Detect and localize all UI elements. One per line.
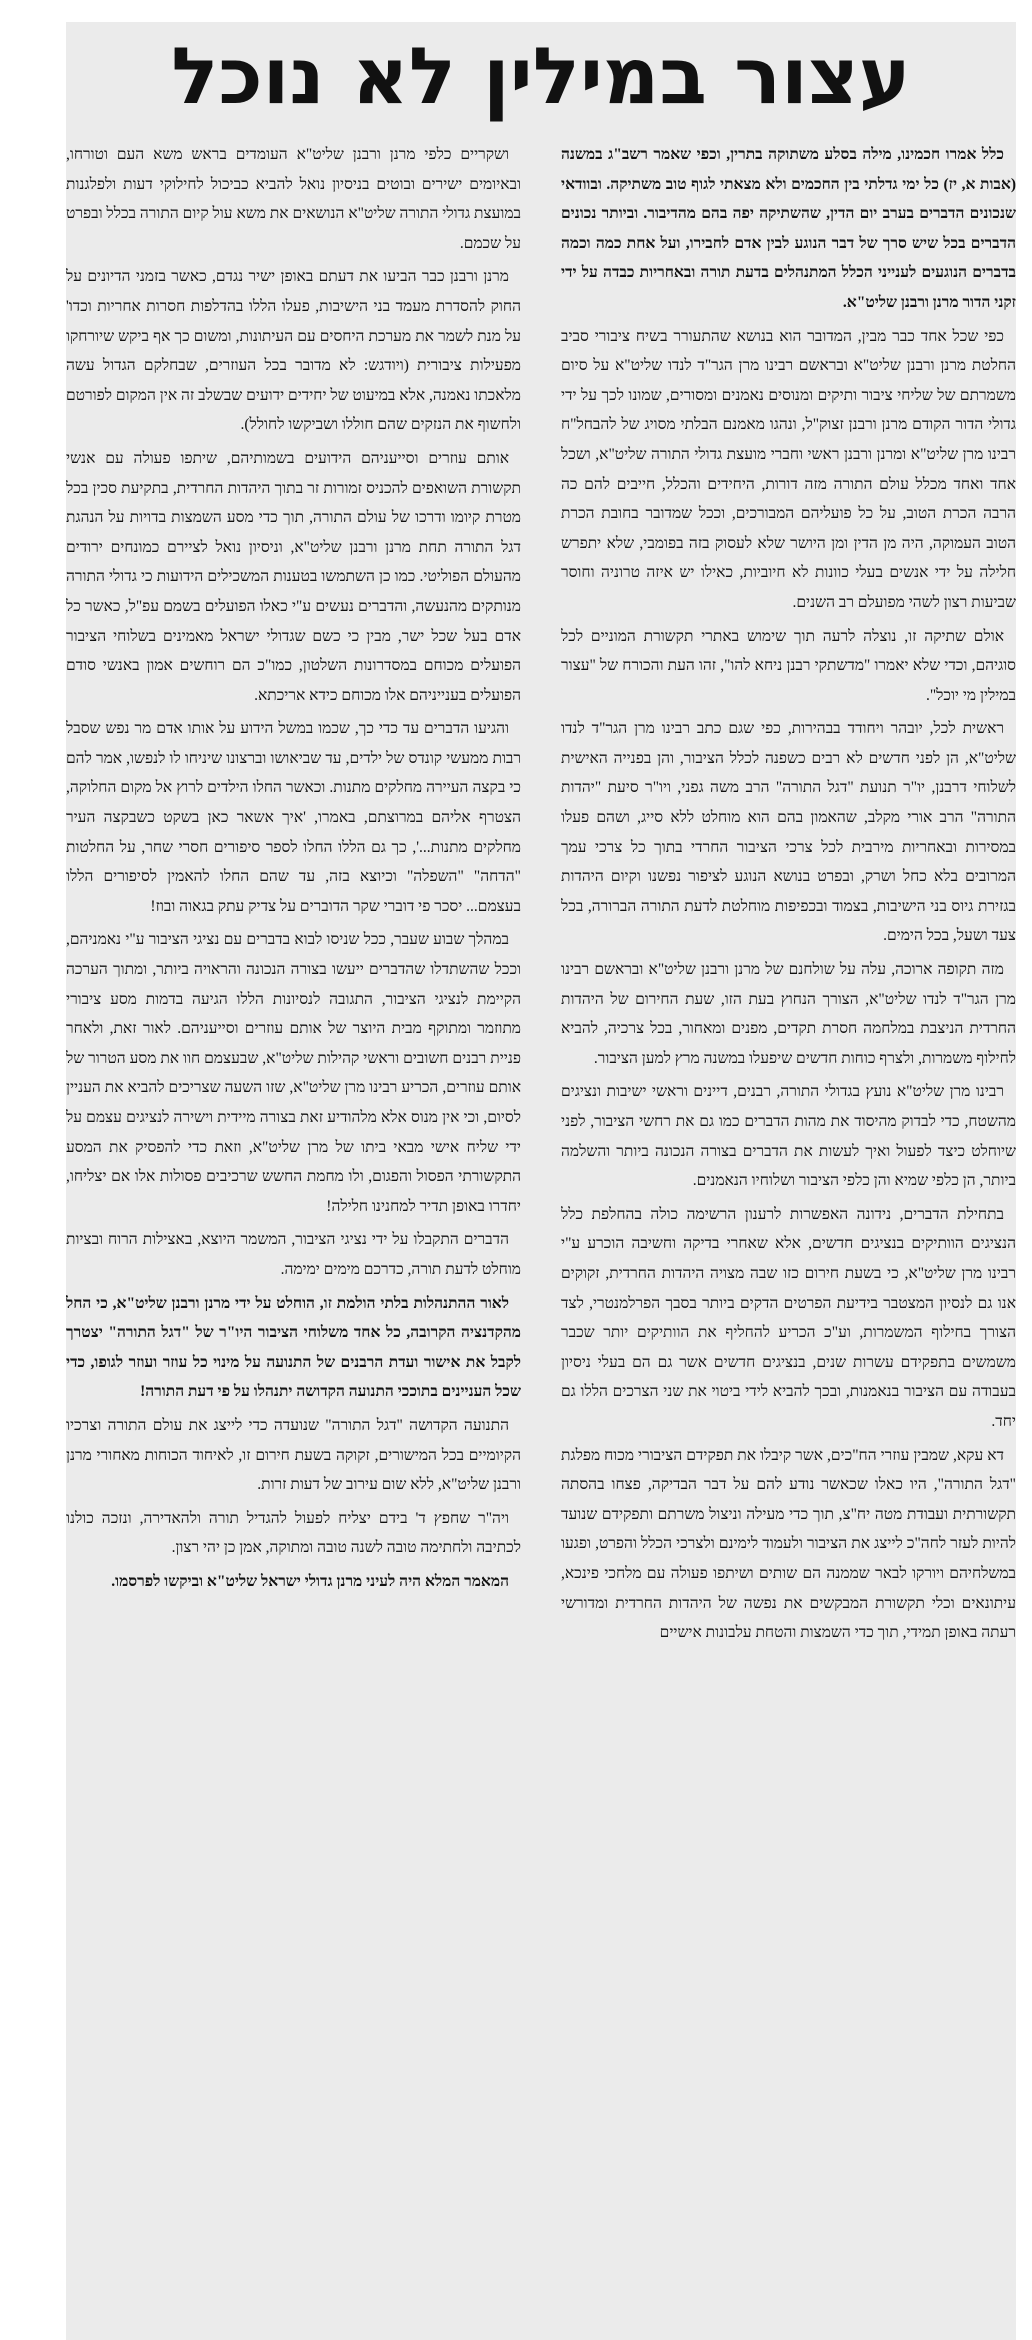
article-body [66, 140, 1016, 2340]
article-paragraph: ראשית לכל, יובהר ויחודד בבהירות, כפי שגם כתב רבינו מרן הגר"ד לנדו שליט"א, הן לפני חדשים לא רבים כשפנה לכלל הציבור, והן בפנייה האישית לשלוחי דרבנן, יו"ר תנועת "דגל התורה" הרב משה גפני, ויו"ר סיעת "יהדות התורה" הרב אורי מקלב, שהאמון בהם הוא מוחלט ללא סייג, ושהם פעלו במסירות ובאחריות מירבית לכל צרכי הציבור החרדי בתוך כל צרכי עמך המרובים בלא כחל ושרק, ובפרט בנושא הנוגע לציפור נפשנו וקיום היהדות בגזירת גיוס בני הישיבות, בצמוד ובכפיפות מוחלטת לדעת התורה הברורה, בכל צעד ושעל, בכל הימים. [561, 720, 1016, 945]
article-paragraph: רבינו מרן שליט"א נועץ בגדולי התורה, רבנים, דיינים וראשי ישיבות ונציגים מהשטח, כדי לבדוק מהיסוד את מהות הדברים כמו גם את רחשי הציבור, לפני שיוחלט כיצד לפעול ואיך לעשות את הדברים בצורה הנכונה ביותר והשלמה ביותר, הן כלפי שמיא והן כלפי הציבור ושלוחיו הנאמנים. [561, 1083, 1016, 1190]
article-paragraph: מזה תקופה ארוכה, עלה על שולחנם של מרנן ורבנן שליט"א ובראשם רבינו מרן הגר"ד לנדו שליט"א, הצורך הנחוץ בעת הזו, שעת החירום של היהדות החרדית הניצבת במלחמה חסרת תקדים, מפנים ומאחור, בכל צרכיה, להביא לחילוף משמרות, ולצרף כוחות חדשים שיפעלו במשנה מרץ למען הציבור. [561, 961, 1016, 1067]
article-paragraph: כפי שכל אחד כבר מבין, המדובר הוא בנושא שהתעורר בשיח ציבורי סביב החלטת מרנן ורבנן שליט"א ובראשם רבינו מרן הגר"ד לנדו שליט"א על סיום משמרתם של שליחי ציבור ותיקים ומנוסים נאמנים ומסורים, שמונו לכך על ידי גדולי הדור הקודם מרנן ורבנן זצוק"ל, ונהגו מאמנם הבלתי מסויג של להבחל"ח רבינו מרן שליט"א ומרנן ורבנן ראשי וחברי מועצת גדולי התורה שליט"א, ושכל אחד ואחד מכלל עולם התורה מזה דורות, היחידים והכלל, חייבים להם כה הרבה הכרת הטוב, על כל פועליהם המבורכים, וככל שמדובר בחובת הכרת הטוב העמוקה, היה מן הדין ומן היושר שלא לעסוק בזה בפומבי, שלא יתפרש חלילה על ידי אנשים בעלי כוונות לא חיוביות, כאילו יש איזה טרוניה וחוסר שביעות רצון לשהי מפועלם רב השנים. [561, 327, 1016, 611]
article-paragraph: הדברים התקבלו על ידי נציגי הציבור, המשמר היוצא, באצילות הרוח ובציות מוחלט לדעת תורה, כדרכם מימים ימימה. [66, 1231, 521, 1278]
article-paragraph: בתחילת הדברים, נידונה האפשרות לרענון הרשימה כולה בהחלפת כלל הנציגים הוותיקים בנציגים חדשים, אלא שאחרי בדיקה וחשיבה הוכרע ע"י רבינו מרן שליט"א, כי בשעת חירום כזו שבה מצויה היהדות החרדית, זקוקים אנו גם לנסיון המצטבר בידיעת הפרטים הדקים ביותר בסבך הפרלמנטרי, לצד הצורך בחילוף המשמרות, וע"כ הכריע להחליף את הוותיקים יותר שכבר משמשים בתפקידם עשרות שנים, בנציגים חדשים אשר גם הם בעלי ניסיון בעבודה עם הציבור בנאמנות, ובכך להביא לידי ביטוי את שני הצרכים הללו גם יחד. [561, 1205, 1016, 1430]
article-paragraph: כלל אמרו חכמינו, מילה בסלע משתוקה בתרין, וכפי שאמר רשב"ג במשנה (אבות א, יז) כל ימי גדלתי בין החכמים ולא מצאתי לגוף טוב משתיקה. ובוודאי שנכונים הדברים בערב יום הדין, שהשתיקה יפה בהם מהדיבור. וביותר נכונים הדברים בכל שיש סרך של דבר הנוגע לבין אדם לחבירו, ועל אחת כמה וכמה בדברים הנוגעים לענייני הכלל המתנהלים בדעת תורה ובאחריות כבדה על ידי זקני הדור מרנן ורבנן שליט"א. [561, 146, 1016, 311]
newspaper-page [66, 22, 1016, 2340]
article-paragraph: אותם עוזרים וסייעניהם הידועים בשמותיהם, שיתפו פעולה עם אנשי תקשורת השואפים להכניס זמורות זר בתוך היהדות החרדית, בתקיעת סכין בכל מטרת קיומו ודרכו של עולם התורה, תוך כדי מסע השמצות בדויות על הנהגת דגל התורה תחת מרנן ורבנן שליט"א, וניסיון נואל לציירם כמונחים ירודים מהעולם הפוליטי. כמו כן השתמשו בטענות המשכילים הידועות כי גדולי התורה מנותקים מהנעשה, והדברים נעשים ע"י כאלו הפועלים בשמם עפ"ל, כאשר כל אדם בעל שכל ישר, מבין כי כשם שגדולי ישראל מאמינים בשלוחי הציבור הפועלים מכוחם במסדרונות השלטון, כמו"כ הם רוחשים אמון באנשי סודם הפועלים בענייניהם אלו מכוחם כידא אריכתא. [66, 449, 521, 704]
article-column-left [66, 140, 521, 2340]
article-paragraph: במהלך שבוע שעבר, ככל שניסו לבוא בדברים עם נציגי הציבור ע"י נאמניהם, וככל שהשתדלו שהדברים ייעשו בצורה הנכונה והראויה ביותר, ומתוך הערכה הקיימת לנציגי הציבור, התגובה לנסיונות הללו הגיעה בדמות מסע ציבורי מתוזמר ומתוקף מבית היוצר של אותם עוזרים וסייעניהם. לאור זאת, ולאחר פניית רבנים חשובים וראשי קהילות שליט"א, שבעצמם חוו את מסע הטרור של אותם עוזרים, הכריע רבינו מרן שליט"א, שזו השעה שצריכים להביא את העניין לסיום, וכי אין מנוס אלא מלהודיע זאת בצורה מיידית וישירה לנציגים עצמם על ידי שליח אישי מבאי ביתו של מרן שליט"א, וזאת כדי להפסיק את המסע התקשורתי הפסול והפגום, ולו מחמת החשש שרכיבים פסולות אלו אם יצליחו, יחדרו באופן תדיר למחנינו חלילה! [66, 931, 521, 1215]
article-paragraph: מרנן ורבנן כבר הביעו את דעתם באופן ישיר נגדם, כאשר בזמני הדיונים על החוק להסדרת מעמד בני הישיבות, פעלו הללו בהדלפות חסרות אחריות וכדו' על מנת לשמר את מערכת היחסים עם העיתונות, ומשום כך אף ביקש שיורחקו מפעילות ציבורית (ויודגש: לא מדובר בכל העוזרים, שבחלקם הגדול עשה מלאכתו נאמנה, אלא במיעוט של יחידים ידועים שבשלב זה אין המקום לפורטם ולחשוף את הנזקים שהם חוללו ושביקשו לחולל). [66, 268, 521, 434]
article-paragraph: המאמר המלא היה לעיני מרנן גדולי ישראל שליט"א וביקשו לפרסמו. [111, 1572, 509, 1590]
article-paragraph: ושקריים כלפי מרנן ורבנן שליט"א העומדים בראש משא העם וטורחו, ובאיומים ישירים ובוטים בניסיון נואל להביא כביכול לחילוקי דעות ולפלגנות במועצת גדולי התורה שליט"א הנושאים את משא עול קיום התורה בכלל ובפרט על שכמם. [66, 146, 521, 252]
article-column-right [561, 140, 1016, 2340]
article-paragraph: ויה"ר שחפץ ד' בידם יצליח לפעול להגדיל תורה ולהאדירה, ונזכה כולנו לכתיבה ולחתימה טובה לשנה טובה ומתוקה, אמן כן יהי רצון. [66, 1509, 521, 1557]
article-headline: עצור במילין לא נוכל [171, 32, 911, 122]
article-paragraph: והגיעו הדברים עד כדי כך, שכמו במשל הידוע על אותו אדם מר נפש שסבל רבות ממעשי קונדס של ילדים, עד שביאושו וברצונו שיניחו לו לנפשו, אמר להם כי בקצה העיירה מחלקים מתנות. וכאשר החלו הילדים לרוץ אל מקום החלוקה, הצטרף אליהם במרוצתם, באמרו, 'איך אשאר כאן בשקט כשבקצה העיר מחלקים מתנות...', כך גם הללו החלו לספר סיפורים חסרי שחר, על החלטות "הדחה" "השפלה" וכיוצא בזה, עד שהם החלו להאמין לסיפורים הללו בעצמם... יסכר פי דוברי שקר הדוברים על צדיק עתק בגאוה ובוז! [66, 720, 521, 915]
article-paragraph: התנועה הקדושה "דגל התורה" שנועדה כדי לייצג את עולם התורה וצרכיו הקיומיים בכל המישורים, זקוקה בשעת חירום זו, לאיחוד הכוחות מאחורי מרנן ורבנן שליט"א, ללא שום עירוב של דעות זרות. [66, 1416, 521, 1494]
article-paragraph: דא עקא, שמבין עוזרי הח"כים, אשר קיבלו את תפקידם הציבורי מכוח מפלגת "דגל התורה", היו כאלו שכאשר נודע להם על דבר הבדיקה, פצחו בהסתה תקשורתית ועבודת מטה יח"צ, תוך כדי מעילה וניצול משרתם ותפקידם שנועד להיות לעזר לחה"כ לייצג את הציבור ולעמוד לימינם ולצרכי הכלל והפרט, ופגעו במשלחיהם ויורקו לבאר שממנה הם שותים ושיתפו פעולה עם מלחכי פינכא, עיתונאים וכלי תקשורת המבקשים את נפשה של היהדות החרדית ומדורשי רעתה באופן תמידי, תוך כדי השמצות והטחת עלבונות אישיים [561, 1446, 1016, 1642]
article-paragraph: לאור ההתנהלות בלתי הולמת זו, הוחלט על ידי מרנן ורבנן שליט"א, כי החל מהקדנציה הקרובה, כל אחד משלוחי הציבור היו"ר של "דגל התורה" יצטרך לקבל את אישור ועדת הרבנים של התנועה על מינוי כל עוזר ועוזר לגופו, כדי שכל העניינים בתוככי התנועה הקדושה יתנהלו על פי דעת התורה! [66, 1294, 521, 1401]
article-paragraph: אולם שתיקה זו, נוצלה לרעה תוך שימוש באתרי תקשורת המוניים לכל סוגיהם, וכדי שלא יאמרו "מדשתקי רבנן ניחא להו", זהו העת והכורח של "עצור במילין מי יוכל". [561, 627, 1016, 704]
